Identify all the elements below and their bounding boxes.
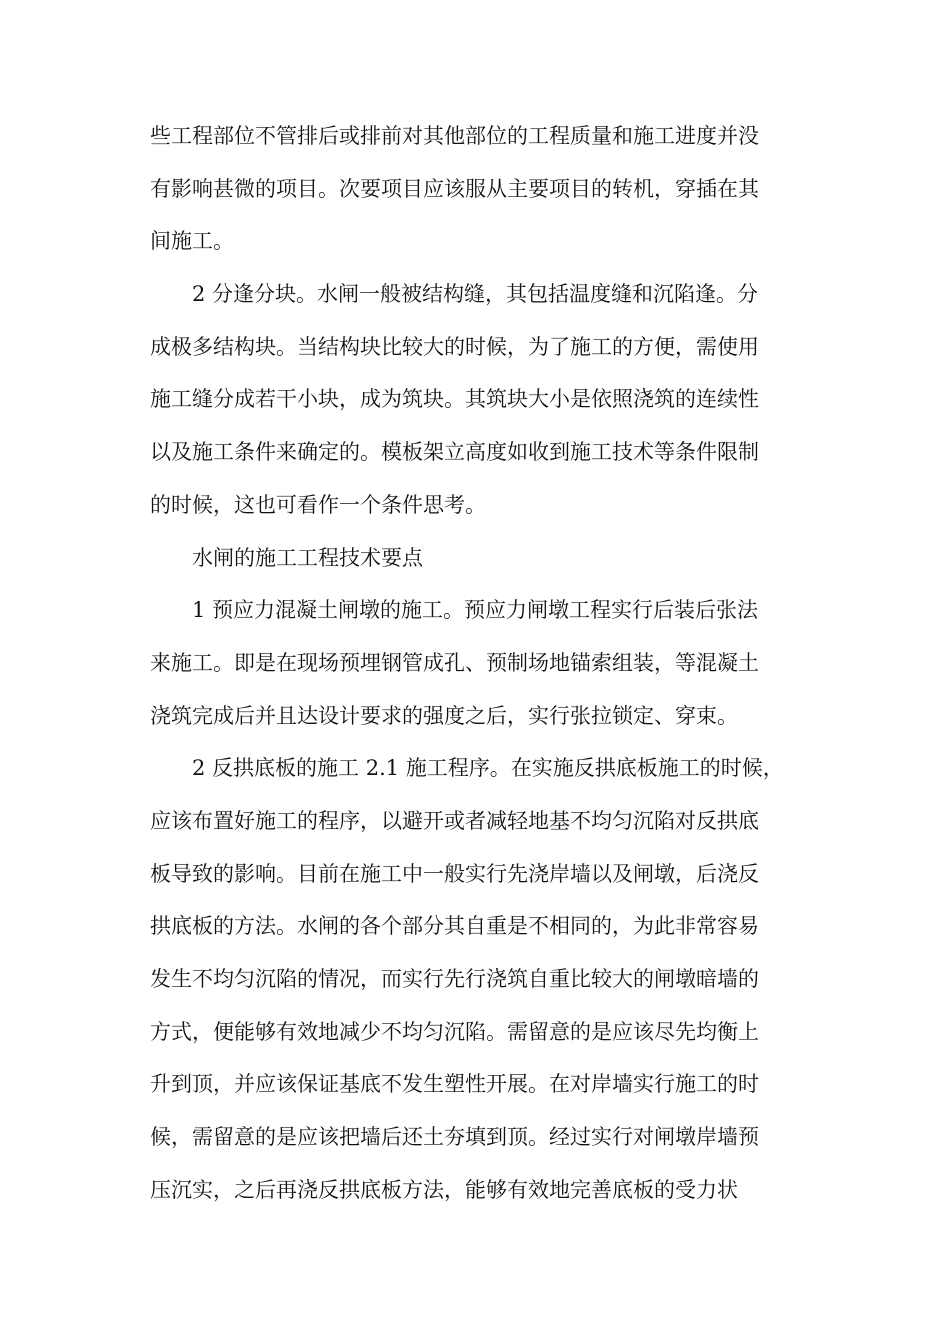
text-line: 2 分逢分块。水闸一般被结构缝，其包括温度缝和沉陷逢。分 [192,282,759,307]
text-line: 来施工。即是在现场预埋钢管成孔、预制场地锚索组装，等混凝土 [150,650,759,675]
text-line: 应该布置好施工的程序，以避开或者减轻地基不均匀沉陷对反拱底 [150,808,759,833]
text-line: 成极多结构块。当结构块比较大的时候，为了施工的方便，需使用 [150,334,759,359]
text-line: 发生不均匀沉陷的情况，而实行先行浇筑自重比较大的闸墩暗墙的 [150,967,759,991]
text-line: 水闸的施工工程技术要点 [192,545,423,570]
text-line: 1 预应力混凝土闸墩的施工。预应力闸墩工程实行后装后张法 [192,598,759,623]
text-line: 2 反拱底板的施工 2.1 施工程序。在实施反拱底板施工的时候， [192,756,784,781]
text-line: 候，需留意的是应该把墙后还土夯填到顶。经过实行对闸墩岸墙预 [150,1125,759,1150]
text-line: 拱底板的方法。水闸的各个部分其自重是不相同的，为此非常容易 [150,914,759,939]
text-line: 以及施工条件来确定的。模板架立高度如收到施工技术等条件限制 [150,440,759,465]
text-line: 的时候，这也可看作一个条件思考。 [150,492,486,517]
text-line: 压沉实，之后再浇反拱底板方法，能够有效地完善底板的受力状 [150,1177,738,1202]
text-line: 方式，便能够有效地减少不均匀沉陷。需留意的是应该尽先均衡上 [150,1019,759,1044]
text-line: 施工缝分成若干小块，成为筑块。其筑块大小是依照浇筑的连续性 [150,387,759,412]
text-line: 些工程部位不管排后或排前对其他部位的工程质量和施工进度并没 [150,124,759,148]
text-line: 板导致的影响。目前在施工中一般实行先浇岸墙以及闸墩，后浇反 [150,861,759,886]
body-text [150,110,800,1216]
text-line: 浇筑完成后并且达设计要求的强度之后，实行张拉锁定、穿束。 [150,703,738,728]
text-line: 间施工。 [150,229,234,254]
text-line: 有影响甚微的项目。次要项目应该服从主要项目的转机，穿插在其 [150,176,759,201]
text-line: 升到顶，并应该保证基底不发生塑性开展。在对岸墙实行施工的时 [150,1072,759,1097]
